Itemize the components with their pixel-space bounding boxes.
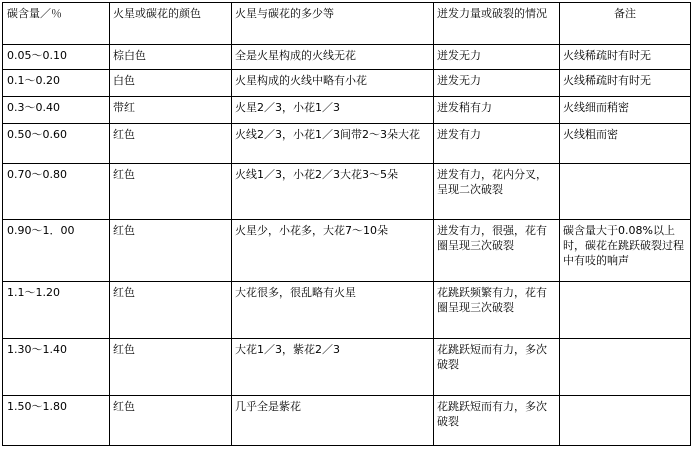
cell-burst-force: 迸发有力 — [434, 124, 560, 164]
cell-spark-color: 带红 — [110, 97, 232, 124]
table-row — [3, 282, 691, 339]
cell-remarks: 火线稀疏时有时无 — [560, 45, 691, 70]
cell-remarks: 火线细而稍密 — [560, 97, 691, 124]
cell-carbon-content: 1.50～1.80 — [3, 396, 110, 446]
table-row — [3, 124, 691, 164]
cell-spark-color: 红色 — [110, 396, 232, 446]
cell-spark-color: 红色 — [110, 282, 232, 339]
cell-carbon-content: 0.1～0.20 — [3, 70, 110, 97]
cell-spark-amount: 火星2／3，小花1／3 — [232, 97, 434, 124]
cell-spark-amount: 火星构成的火线中略有小花 — [232, 70, 434, 97]
cell-burst-force: 迸发稍有力 — [434, 97, 560, 124]
header-burst-force: 迸发力量或破裂的情况 — [434, 3, 560, 45]
cell-spark-color: 红色 — [110, 164, 232, 220]
cell-carbon-content: 0.50～0.60 — [3, 124, 110, 164]
cell-spark-color: 红色 — [110, 220, 232, 282]
cell-remarks — [560, 164, 691, 220]
cell-burst-force: 花跳跃频繁有力，花有圈呈现三次破裂 — [434, 282, 560, 339]
cell-spark-color: 白色 — [110, 70, 232, 97]
cell-burst-force: 迸发有力，花内分叉，呈现二次破裂 — [434, 164, 560, 220]
cell-burst-force: 花跳跃短而有力，多次破裂 — [434, 339, 560, 396]
cell-carbon-content: 0.70～0.80 — [3, 164, 110, 220]
cell-carbon-content: 1.1～1.20 — [3, 282, 110, 339]
table-row — [3, 164, 691, 220]
cell-spark-amount: 火线2／3，小花1／3间带2～3朵大花 — [232, 124, 434, 164]
cell-remarks — [560, 282, 691, 339]
table-row — [3, 97, 691, 124]
cell-spark-color: 红色 — [110, 339, 232, 396]
cell-remarks: 火线粗而密 — [560, 124, 691, 164]
cell-carbon-content: 1.30～1.40 — [3, 339, 110, 396]
table-row — [3, 220, 691, 282]
cell-carbon-content: 0.3～0.40 — [3, 97, 110, 124]
carbon-spark-table — [2, 2, 691, 446]
cell-spark-amount: 大花1／3，紫花2／3 — [232, 339, 434, 396]
table-header-row — [3, 3, 691, 45]
cell-carbon-content: 0.05～0.10 — [3, 45, 110, 70]
header-remarks: 备注 — [560, 3, 691, 45]
cell-remarks: 碳含量大于0.08%以上时，碳花在跳跃破裂过程中有吱的响声 — [560, 220, 691, 282]
cell-spark-amount: 几乎全是紫花 — [232, 396, 434, 446]
cell-remarks — [560, 339, 691, 396]
cell-burst-force: 花跳跃短而有力，多次破裂 — [434, 396, 560, 446]
header-spark-color: 火星或碳花的颜色 — [110, 3, 232, 45]
cell-spark-color: 棕白色 — [110, 45, 232, 70]
cell-spark-color: 红色 — [110, 124, 232, 164]
table-row — [3, 339, 691, 396]
cell-spark-amount: 全是火星构成的火线无花 — [232, 45, 434, 70]
cell-burst-force: 迸发无力 — [434, 45, 560, 70]
table-row — [3, 70, 691, 97]
table-row — [3, 45, 691, 70]
cell-remarks: 火线稀疏时有时无 — [560, 70, 691, 97]
cell-spark-amount: 大花很多，很乱略有火星 — [232, 282, 434, 339]
cell-carbon-content: 0.90～1．00 — [3, 220, 110, 282]
cell-burst-force: 迸发无力 — [434, 70, 560, 97]
header-spark-amount: 火星与碳花的多少等 — [232, 3, 434, 45]
cell-burst-force: 迸发有力，很强，花有圈呈现三次破裂 — [434, 220, 560, 282]
cell-spark-amount: 火线1／3，小花2／3大花3～5朵 — [232, 164, 434, 220]
cell-remarks — [560, 396, 691, 446]
cell-spark-amount: 火星少，小花多，大花7～10朵 — [232, 220, 434, 282]
table-row — [3, 396, 691, 446]
header-carbon-content: 碳含量／％ — [3, 3, 110, 45]
